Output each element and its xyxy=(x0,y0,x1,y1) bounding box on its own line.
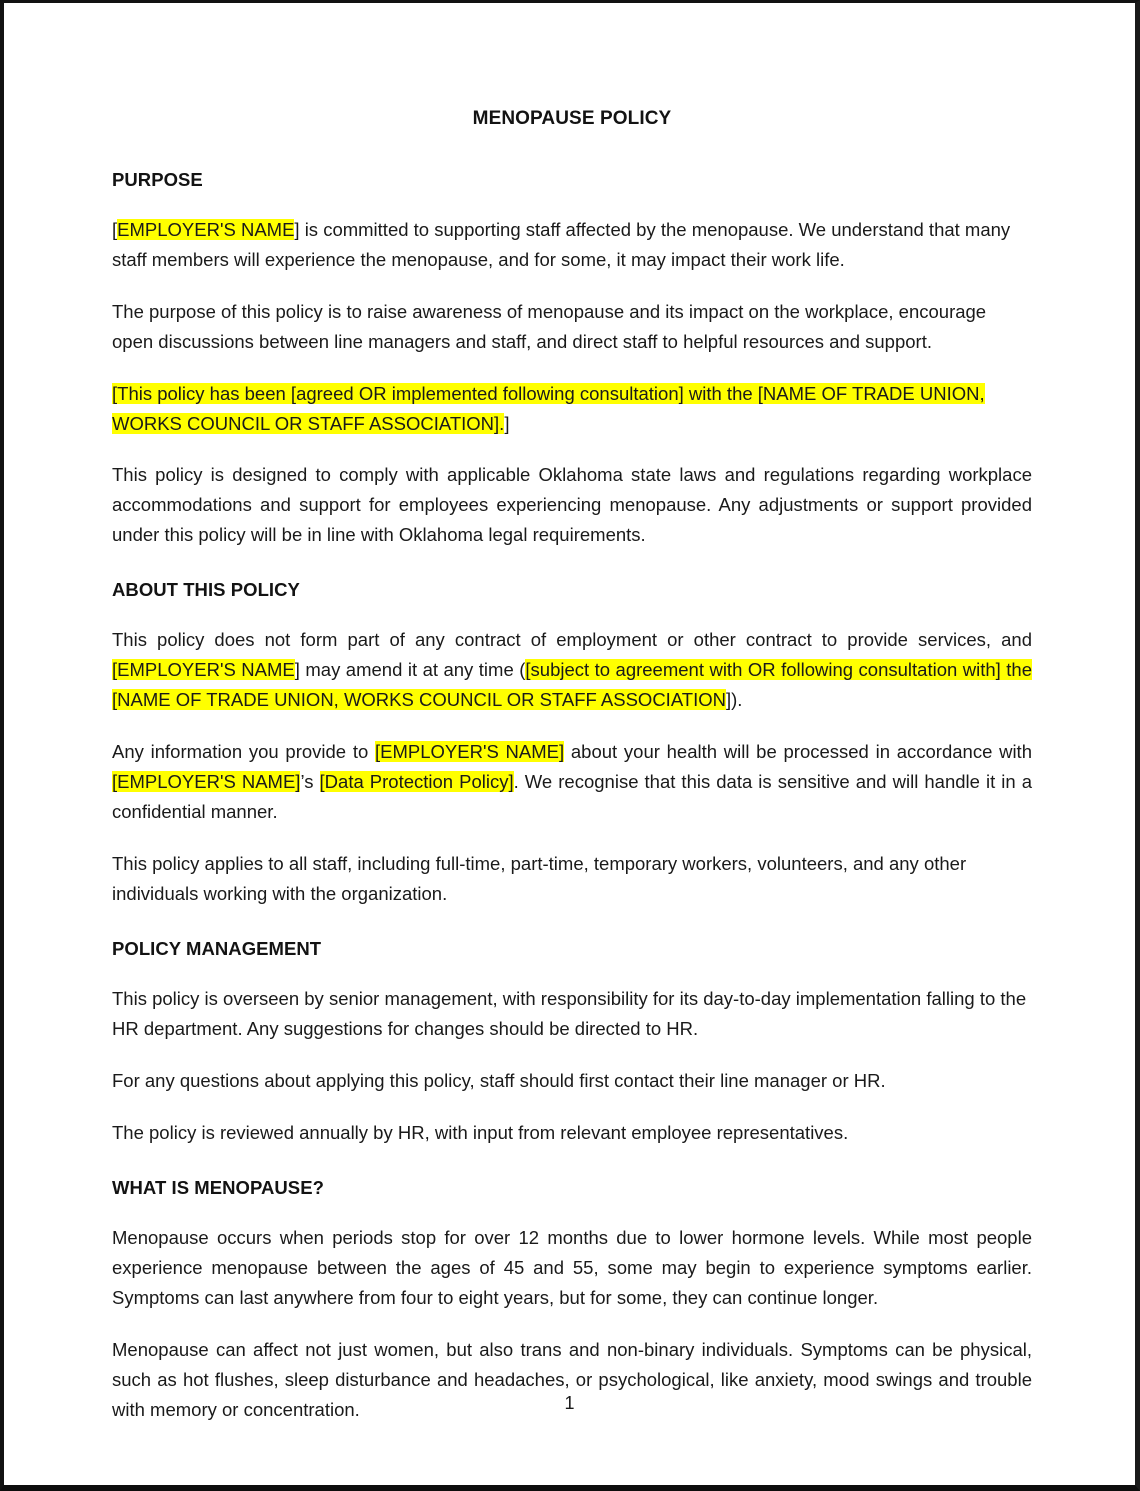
highlighted-text: [subject to agreement with OR following consultation with] the [NAME OF TRADE UNION, WORKS COUNCIL OR STAFF ASSOCIATION xyxy=(112,659,1032,711)
text-run: For any questions about applying this policy, staff should first contact their line manager or HR. xyxy=(112,1070,886,1091)
text-run: This policy is designed to comply with applicable Oklahoma state laws and regulations regarding workplace accommodations and support for employees experiencing menopause. Any adjustments or support provided under this policy will be in line with Oklahoma legal requirements. xyxy=(112,464,1032,546)
document-body xyxy=(112,107,1032,1453)
page-sheet xyxy=(4,3,1135,1485)
section-heading-about-this-policy: ABOUT THIS POLICY xyxy=(112,579,300,601)
text-run: ] xyxy=(504,412,510,434)
section-what-is-menopause xyxy=(112,1176,1032,1425)
section-heading-purpose: PURPOSE xyxy=(112,168,203,190)
paragraph-purpose-p1 xyxy=(112,215,1032,275)
text-run: Menopause can affect not just women, but also trans and non-binary individuals. Symptoms can be physical, such as hot flushes, sleep disturbance and headaches, or psychological, like anxiety, mood swings and trouble with memory or concentration. xyxy=(112,1338,1032,1420)
paragraph-purpose-p4 xyxy=(112,460,1032,550)
text-run: ] may amend it at any time ( xyxy=(294,659,526,681)
paragraph-menopause-p1 xyxy=(112,1223,1032,1313)
section-heading-policy-management: POLICY MANAGEMENT xyxy=(112,938,322,960)
section-purpose xyxy=(112,168,1032,551)
paragraph-purpose-p2 xyxy=(112,297,1032,357)
text-run: This policy is overseen by senior management, with responsibility for its day-to-day implementation falling to the HR department. Any suggestions for changes should be directed to HR. xyxy=(112,988,1027,1040)
text-run: ’s xyxy=(300,771,320,793)
highlighted-text: [Data Protection Policy] xyxy=(319,771,514,793)
text-run: This policy applies to all staff, including full-time, part-time, temporary workers, volunteers, and any other individuals working with the organization. xyxy=(112,853,967,905)
paragraph-about-p1 xyxy=(112,625,1032,715)
highlighted-text: [This policy has been [agreed OR implemented following consultation] with the [NAME OF TRADE UNION, WORKS COUNCIL OR STAFF ASSOCIATION]. xyxy=(112,382,985,434)
text-run: . We recognise that this data is sensitive and will handle it in a confidential manner. xyxy=(112,771,1032,823)
section-about-this-policy xyxy=(112,578,1032,909)
paragraph-about-p2 xyxy=(112,737,1032,827)
section-heading-what-is-menopause: WHAT IS MENOPAUSE? xyxy=(112,1176,324,1198)
text-run: [ xyxy=(112,218,118,240)
page-title: MENOPAUSE POLICY xyxy=(472,108,672,129)
page-number: 1 xyxy=(564,1393,575,1413)
text-run: The purpose of this policy is to raise awareness of menopause and its impact on the workplace, encourage open discussions between line managers and staff, and direct staff to helpful resources and support. xyxy=(112,300,987,352)
text-run: ]). xyxy=(725,689,743,711)
text-run: This policy does not form part of any contract of employment or other contract to provide services, and xyxy=(112,629,1032,651)
document-sections xyxy=(112,168,1032,1425)
paragraph-mgmt-p3 xyxy=(112,1118,1032,1148)
text-run: Menopause occurs when periods stop for over 12 months due to lower hormone levels. While most people experience menopause between the ages of 45 and 55, some may begin to experience symptoms earlier. Symptoms can last anywhere from four to eight years, but for some, they can continue longer. xyxy=(112,1226,1032,1308)
paragraph-mgmt-p1 xyxy=(112,984,1032,1044)
page-footer xyxy=(4,1393,1135,1414)
text-run: about your health will be processed in accordance with xyxy=(564,741,1032,763)
section-policy-management xyxy=(112,937,1032,1148)
highlighted-text: [EMPLOYER'S NAME xyxy=(112,659,295,681)
paragraph-purpose-p3 xyxy=(112,379,1032,439)
text-run: The policy is reviewed annually by HR, with input from relevant employee representatives. xyxy=(112,1121,849,1143)
text-run: Any information you provide to xyxy=(112,741,375,763)
text-run: ] is committed to supporting staff affected by the menopause. We understand that many staff members will experience the menopause, and for some, it may impact their work life. xyxy=(112,218,1011,270)
paragraph-mgmt-p2 xyxy=(112,1066,1032,1096)
highlighted-text: [EMPLOYER'S NAME] xyxy=(375,741,565,763)
paragraph-about-p3 xyxy=(112,849,1032,909)
highlighted-text: [EMPLOYER'S NAME] xyxy=(112,771,301,793)
highlighted-text: EMPLOYER'S NAME xyxy=(117,218,295,240)
